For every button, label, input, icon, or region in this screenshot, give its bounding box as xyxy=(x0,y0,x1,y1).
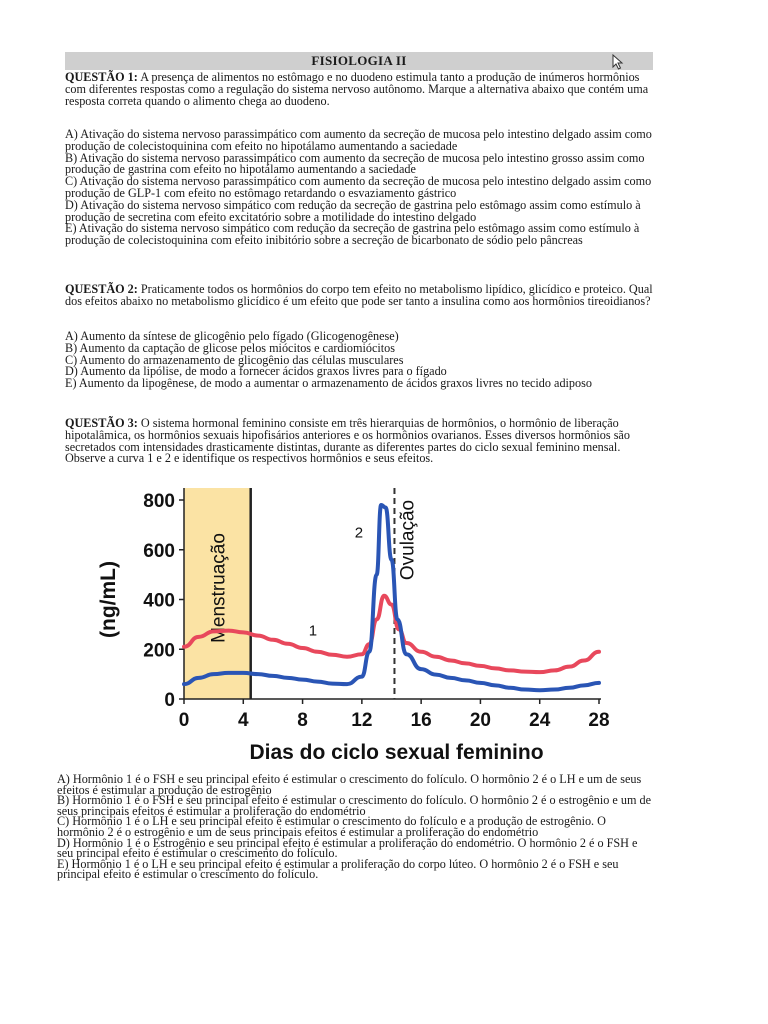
question-2-text: Praticamente todos os hormônios do corpo tem efeito no metabolismo lipídico, glicídico e proteico. Qual dos efeitos abaixo no metabolismo glicídico é um efeito que pode ser tanto a insulina como aos hormônios tireoidianos? xyxy=(65,282,653,308)
question-3-option-c[interactable]: C) Hormônio 1 é o LH e seu principal efeito é estimular o crescimento do folículo e a produção de estrogênio. O hormônio 2 é o estrogênio e um de seus principais efeitos é estimular a proliferação do endométrio xyxy=(57,814,606,839)
y-tick-label: 400 xyxy=(143,590,175,612)
question-3-option-b[interactable]: B) Hormônio 1 é o FSH e seu principal efeito é estimular o crescimento do folículo. O hormônio 2 é o estrogênio e um de seus principais efeitos é estimular a proliferação do endométrio xyxy=(57,793,652,818)
question-3-option-e[interactable]: E) Hormônio 1 é o LH e seu principal efeito é estimular a proliferação do corpo lúteo. O hormônio 2 é o FSH e seu principal efeito é estimular o crescimento do folículo. xyxy=(57,856,619,882)
x-tick-label: 28 xyxy=(588,710,610,731)
question-2-label: QUESTÃO 2: xyxy=(65,282,138,296)
question-1-option-c[interactable]: C) Ativação do sistema nervoso parassimpático com aumento da secreção de mucosa pelo intestino delgado assim como produção de GLP-1 com efeito no estômago retardando o esvaziamento gástrico xyxy=(65,174,652,200)
x-tick-label: 12 xyxy=(351,710,373,731)
question-1-statement xyxy=(65,72,655,107)
question-2-statement xyxy=(65,284,655,308)
header-bar xyxy=(65,52,653,70)
x-tick-label: 20 xyxy=(469,710,491,731)
question-2-option-d[interactable]: D) Aumento da lipólise, de modo a fornecer ácidos graxos livres para o fígado xyxy=(65,364,447,379)
menstruation-label: Menstruação xyxy=(208,533,230,643)
question-3-statement xyxy=(65,418,655,465)
question-3-options xyxy=(57,774,653,880)
mouse-cursor-icon xyxy=(612,54,624,70)
series-2-label: 2 xyxy=(354,524,364,542)
question-1-option-d[interactable]: D) Ativação do sistema nervoso simpático com redução da secreção de gastrina pelo estômago assim como estímulo à produção de secretina com efeito excitatório sobre a motilidade do intestino delgado xyxy=(65,197,641,224)
x-tick-label: 16 xyxy=(410,710,432,731)
question-2-option-c[interactable]: C) Aumento do armazenamento de glicogênio das células musculares xyxy=(65,352,404,367)
y-tick-label: 0 xyxy=(164,690,175,711)
question-2-option-e[interactable]: E) Aumento da lipogênese, de modo a aumentar o armazenamento de ácidos graxos livres no tecido adiposo xyxy=(65,376,592,391)
question-3-option-a[interactable]: A) Hormônio 1 é o FSH e seu principal efeito é estimular o crescimento do folículo. O hormônio 2 é o LH e um de seus efeitos é estimular a produção de estrogênio xyxy=(57,772,642,797)
hormone-chart-svg xyxy=(48,470,668,770)
question-2-option-a[interactable]: A) Aumento da síntese de glicogênio pelo fígado (Glicogenogênese) xyxy=(65,329,399,343)
y-axis-label: (ng/mL) xyxy=(97,561,120,638)
document-title: FISIOLOGIA II xyxy=(311,53,407,68)
x-tick-label: 0 xyxy=(178,710,190,731)
y-tick-label: 600 xyxy=(143,540,175,562)
question-2 xyxy=(65,284,655,308)
series-1-label: 1 xyxy=(308,622,318,640)
question-1-option-e[interactable]: E) Ativação do sistema nervoso simpático com redução da secreção de gastrina pelo estômago assim como estímulo à produção de colecistoquinina com efeito inibitório sobre a secreção de bicarbonato de sódio pelo pâncreas xyxy=(65,221,640,248)
question-2-option-b[interactable]: B) Aumento da captação de glicose pelos miócitos e cardiomiócitos xyxy=(65,340,395,355)
y-tick-label: 800 xyxy=(143,491,175,512)
question-1-options xyxy=(65,129,655,247)
question-1-text: A presença de alimentos no estômago e no duodeno estimula tanto a produção de inúmeros hormônios com diferentes respostas como a regulação do sistema nervoso autônomo. Marque a alternativa abaixo que contém uma resposta correta quando o alimento chega ao duodeno. xyxy=(65,70,649,108)
y-tick-label: 200 xyxy=(143,640,175,662)
question-3-option-d[interactable]: D) Hormônio 1 é o Estrogênio e seu principal efeito é estimular a proliferação do endométrio. O hormônio 2 é o FSH e seu principal efeito é estimular o crescimento do folículo. xyxy=(57,835,638,861)
x-tick-label: 8 xyxy=(297,710,308,731)
question-3-label: QUESTÃO 3: xyxy=(65,416,138,430)
question-1-option-b[interactable]: B) Ativação do sistema nervoso parassimpático com aumento da secreção de mucosa pelo intestino grosso assim como produção de gastrina com efeito no hipotálamo aumentando a saciedade xyxy=(65,150,645,177)
hormone-chart xyxy=(48,470,668,770)
question-1-label: QUESTÃO 1: xyxy=(65,70,138,84)
question-3 xyxy=(65,418,655,465)
x-tick-label: 4 xyxy=(237,710,249,731)
ovulation-label: Ovulação xyxy=(397,499,419,581)
x-axis-label: Dias do ciclo sexual feminino xyxy=(249,741,544,764)
question-3-text: O sistema hormonal feminino consiste em três hierarquias de hormônios, o hormônio de liberação hipotalâmica, os hormônios sexuais hipofisários anteriores e os hormônios ovarianos. Esses diversos hormônios são secretados com intensidades drasticamente distintas, durante as diferentes partes do ciclo sexual feminino mensal. Observe a curva 1 e 2 e identifique os respectivos hormônios e seus efeitos. xyxy=(65,416,630,466)
question-1 xyxy=(65,72,655,107)
question-1-option-a[interactable]: A) Ativação do sistema nervoso parassimpático com aumento da secreção de mucosa pelo intestino delgado assim como produção de colecistoquinina com efeito no hipotálamo aumentando a saciedade xyxy=(65,127,652,153)
x-tick-label: 24 xyxy=(529,710,551,731)
question-2-options xyxy=(65,331,655,390)
